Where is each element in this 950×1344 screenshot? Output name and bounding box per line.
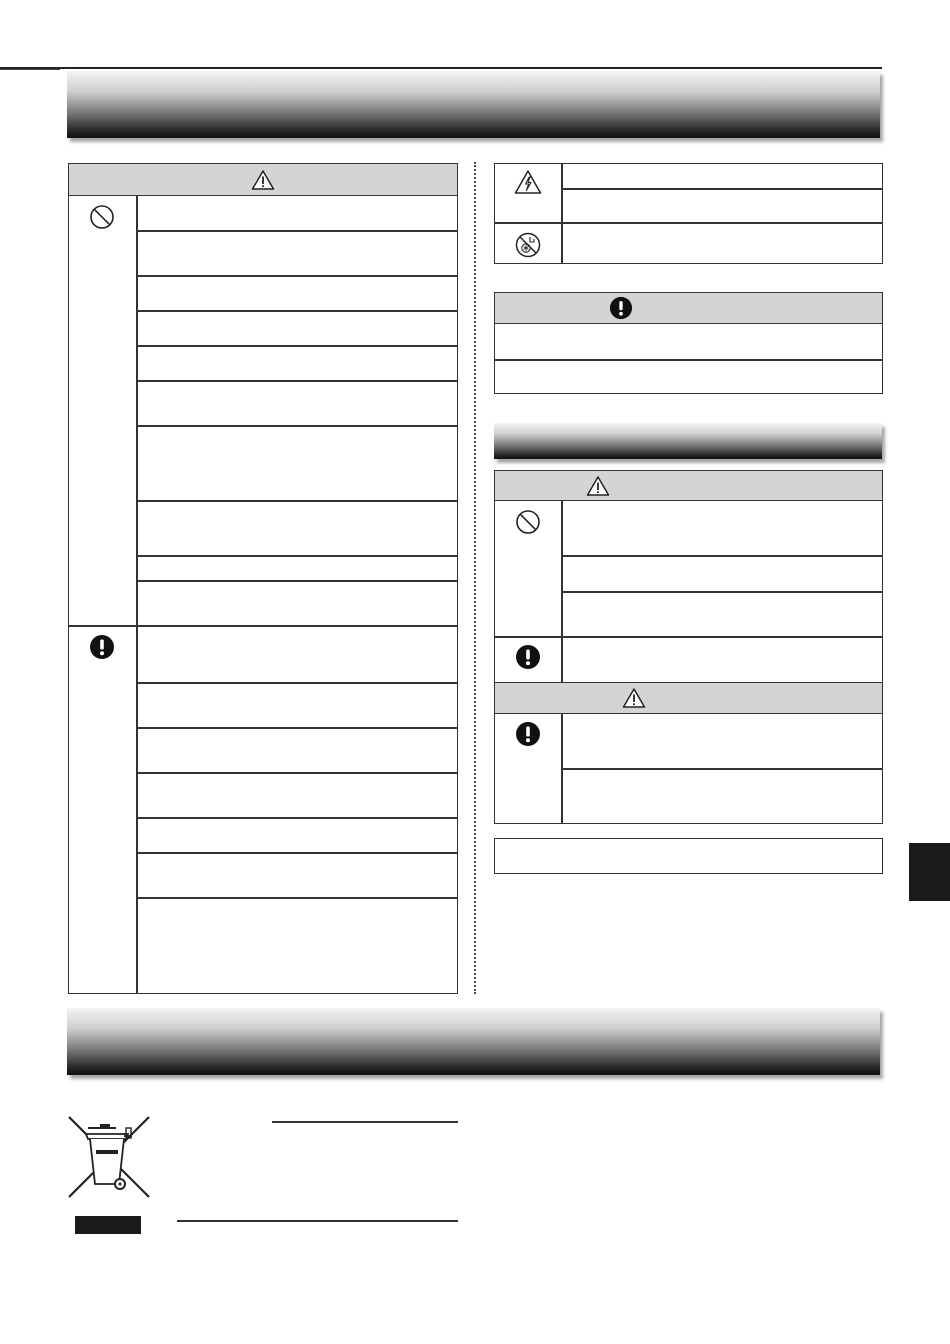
exclamation-circle-icon [609, 296, 633, 320]
right-section-warning-header [494, 470, 883, 501]
top-banner-title [67, 69, 83, 91]
disposal-text-rule [177, 1220, 458, 1222]
left-prohibition-row [138, 582, 456, 625]
left-mandatory-row [138, 729, 456, 772]
right-note-box [494, 838, 883, 874]
left-mandatory-row [138, 819, 456, 852]
right-section-caution-row [563, 715, 881, 768]
left-table-header [68, 163, 458, 196]
warning-triangle-icon [251, 169, 275, 191]
right-caution-row [496, 326, 881, 358]
right-section-banner [494, 423, 882, 459]
right-section-banner-title [494, 421, 510, 443]
left-prohibition-row [138, 502, 456, 555]
right-section-prohibition-row [563, 593, 881, 636]
right-top-row [563, 224, 881, 262]
left-mandatory-row [138, 854, 456, 897]
warning-triangle-icon [586, 475, 610, 497]
prohibition-circle-icon [514, 508, 542, 536]
left-prohibition-row [138, 347, 456, 380]
left-prohibition-row [138, 277, 456, 310]
left-mandatory-row [138, 684, 456, 727]
exclamation-circle-icon [514, 643, 542, 671]
column-divider [474, 162, 476, 994]
right-caution-header [494, 292, 883, 324]
electric-shock-triangle-icon [513, 168, 543, 196]
side-tab-label [909, 841, 925, 863]
right-section-prohibition-row [563, 502, 881, 555]
exclamation-circle-icon [88, 633, 116, 661]
left-prohibition-row [138, 197, 456, 230]
prohibition-circle-icon [88, 203, 116, 231]
section-side-tab [909, 843, 950, 901]
top-rule-stub [0, 69, 60, 70]
right-section-caution-header [494, 682, 883, 714]
top-rule [0, 67, 882, 69]
disposal-label-bar [75, 1216, 141, 1234]
left-prohibition-row [138, 312, 456, 345]
disposal-text-rule [272, 1121, 458, 1123]
left-mandatory-row [138, 627, 456, 682]
right-section-prohibition-row [563, 557, 881, 591]
top-banner [67, 71, 880, 138]
left-prohibition-row [138, 382, 456, 425]
right-section-caution-row [563, 770, 881, 822]
left-mandatory-row [138, 899, 456, 992]
right-top-row [563, 190, 881, 221]
exclamation-circle-icon [514, 720, 542, 748]
warning-triangle-icon [622, 687, 646, 709]
left-prohibition-row [138, 232, 456, 275]
crossed-out-wheelie-bin-icon [66, 1114, 152, 1200]
bottom-banner-title [67, 1006, 83, 1028]
right-section-mandatory-row [563, 638, 881, 681]
left-prohibition-row [138, 557, 456, 580]
no-water-splash-icon [513, 230, 543, 260]
left-mandatory-row [138, 774, 456, 817]
right-caution-row [496, 361, 881, 393]
left-prohibition-row [138, 427, 456, 500]
right-top-row [563, 164, 881, 187]
bottom-banner [67, 1008, 880, 1075]
